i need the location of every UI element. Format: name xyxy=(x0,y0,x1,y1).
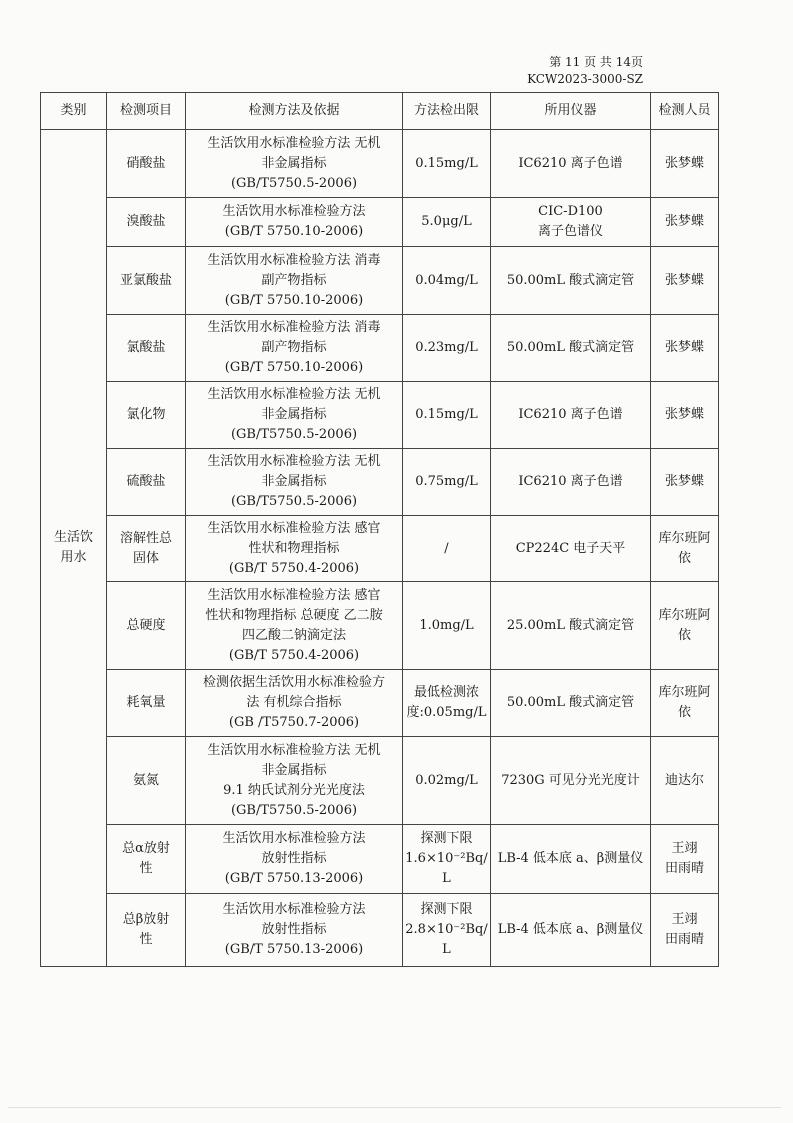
method-cell: 生活饮用水标准检验方法 无机 非金属指标 (GB/T5750.5-2006) xyxy=(186,382,403,449)
instrument-cell: 50.00mL 酸式滴定管 xyxy=(491,247,651,315)
instrument-cell: IC6210 离子色谱 xyxy=(491,130,651,198)
tester-cell: 库尔班阿依 xyxy=(651,516,719,582)
item-cell: 耗氧量 xyxy=(107,670,186,737)
instrument-cell: IC6210 离子色谱 xyxy=(491,449,651,516)
table-row xyxy=(41,516,719,582)
method-cell: 生活饮用水标准检验方法 (GB/T 5750.10-2006) xyxy=(186,198,403,247)
limit-cell: / xyxy=(403,516,491,582)
item-cell: 溴酸盐 xyxy=(107,198,186,247)
table-row xyxy=(41,670,719,737)
method-cell: 生活饮用水标准检验方法 感官 性状和物理指标 (GB/T 5750.4-2006) xyxy=(186,516,403,582)
limit-cell: 1.0mg/L xyxy=(403,582,491,670)
table-row xyxy=(41,382,719,449)
tester-cell: 张梦蝶 xyxy=(651,449,719,516)
bottom-divider xyxy=(8,1107,781,1108)
instrument-cell: 25.00mL 酸式滴定管 xyxy=(491,582,651,670)
table-row xyxy=(41,894,719,967)
tester-cell: 张梦蝶 xyxy=(651,382,719,449)
column-header: 检测人员 xyxy=(651,93,719,130)
method-cell: 生活饮用水标准检验方法 无机 非金属指标 (GB/T5750.5-2006) xyxy=(186,449,403,516)
table-row xyxy=(41,737,719,825)
instrument-cell: LB-4 低本底 a、β测量仪 xyxy=(491,825,651,894)
item-cell: 总α放射 性 xyxy=(107,825,186,894)
table-row xyxy=(41,825,719,894)
table-row xyxy=(41,449,719,516)
table-row xyxy=(41,247,719,315)
method-cell: 生活饮用水标准检验方法 消毒 副产物指标 (GB/T 5750.10-2006) xyxy=(186,247,403,315)
item-cell: 氨氮 xyxy=(107,737,186,825)
tester-cell: 张梦蝶 xyxy=(651,315,719,382)
tester-cell: 张梦蝶 xyxy=(651,130,719,198)
method-cell: 生活饮用水标准检验方法 无机 非金属指标 9.1 纳氏试剂分光光度法 (GB/T5750.5-2006) xyxy=(186,737,403,825)
item-cell: 总硬度 xyxy=(107,582,186,670)
limit-cell: 0.75mg/L xyxy=(403,449,491,516)
table-row xyxy=(41,130,719,198)
test-results-table xyxy=(40,92,719,967)
limit-cell: 0.23mg/L xyxy=(403,315,491,382)
instrument-cell: CP224C 电子天平 xyxy=(491,516,651,582)
tester-cell: 王翊 田雨晴 xyxy=(651,894,719,967)
instrument-cell: LB-4 低本底 a、β测量仪 xyxy=(491,894,651,967)
tester-cell: 王翊 田雨晴 xyxy=(651,825,719,894)
page-number: 第 11 页 共 14页 xyxy=(549,55,643,69)
table-row xyxy=(41,582,719,670)
method-cell: 生活饮用水标准检验方法 放射性指标 (GB/T 5750.13-2006) xyxy=(186,894,403,967)
instrument-cell: 50.00mL 酸式滴定管 xyxy=(491,670,651,737)
tester-cell: 库尔班阿依 xyxy=(651,582,719,670)
column-header: 所用仪器 xyxy=(491,93,651,130)
table-header-row xyxy=(41,93,719,130)
limit-cell: 0.15mg/L xyxy=(403,382,491,449)
category-cell: 生活饮 用水 xyxy=(41,130,107,967)
instrument-cell: 7230G 可见分光光度计 xyxy=(491,737,651,825)
item-cell: 总β放射 性 xyxy=(107,894,186,967)
limit-cell: 最低检测浓 度:0.05mg/L xyxy=(403,670,491,737)
tester-cell: 张梦蝶 xyxy=(651,198,719,247)
limit-cell: 0.15mg/L xyxy=(403,130,491,198)
tester-cell: 张梦蝶 xyxy=(651,247,719,315)
limit-cell: 探测下限 2.8×10⁻²Bq/ L xyxy=(403,894,491,967)
report-number: KCW2023-3000-SZ xyxy=(527,72,643,86)
limit-cell: 探测下限 1.6×10⁻²Bq/ L xyxy=(403,825,491,894)
method-cell: 生活饮用水标准检验方法 放射性指标 (GB/T 5750.13-2006) xyxy=(186,825,403,894)
instrument-cell: IC6210 离子色谱 xyxy=(491,382,651,449)
tester-cell: 库尔班阿依 xyxy=(651,670,719,737)
item-cell: 氯化物 xyxy=(107,382,186,449)
table-row xyxy=(41,198,719,247)
method-cell: 生活饮用水标准检验方法 无机 非金属指标 (GB/T5750.5-2006) xyxy=(186,130,403,198)
method-cell: 检测依据生活饮用水标准检验方 法 有机综合指标 (GB /T5750.7-2006) xyxy=(186,670,403,737)
item-cell: 硝酸盐 xyxy=(107,130,186,198)
method-cell: 生活饮用水标准检验方法 消毒 副产物指标 (GB/T 5750.10-2006) xyxy=(186,315,403,382)
tester-cell: 迪达尔 xyxy=(651,737,719,825)
instrument-cell: 50.00mL 酸式滴定管 xyxy=(491,315,651,382)
column-header: 检测项目 xyxy=(107,93,186,130)
page-header xyxy=(527,54,643,88)
item-cell: 亚氯酸盐 xyxy=(107,247,186,315)
limit-cell: 0.04mg/L xyxy=(403,247,491,315)
item-cell: 氯酸盐 xyxy=(107,315,186,382)
column-header: 检测方法及依据 xyxy=(186,93,403,130)
table-row xyxy=(41,315,719,382)
instrument-cell: CIC-D100 离子色谱仪 xyxy=(491,198,651,247)
column-header: 类别 xyxy=(41,93,107,130)
method-cell: 生活饮用水标准检验方法 感官 性状和物理指标 总硬度 乙二胺 四乙酸二钠滴定法 (GB/T 5750.4-2006) xyxy=(186,582,403,670)
limit-cell: 0.02mg/L xyxy=(403,737,491,825)
limit-cell: 5.0μg/L xyxy=(403,198,491,247)
item-cell: 溶解性总 固体 xyxy=(107,516,186,582)
column-header: 方法检出限 xyxy=(403,93,491,130)
item-cell: 硫酸盐 xyxy=(107,449,186,516)
